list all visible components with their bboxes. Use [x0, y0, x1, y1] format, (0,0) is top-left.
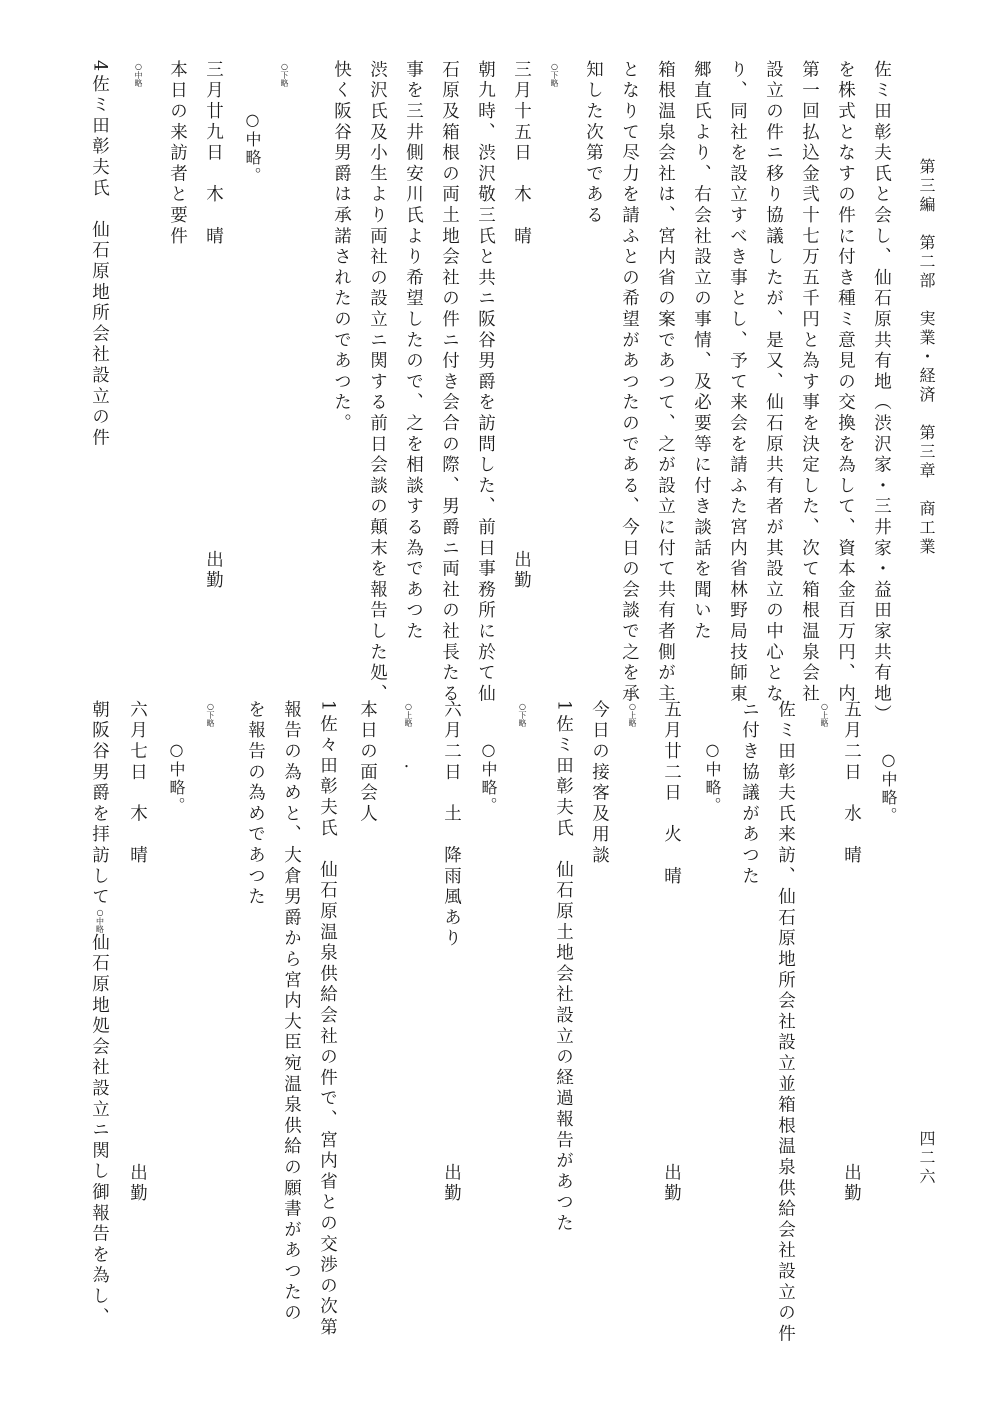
text-fragment: 朝阪谷男爵を拝訪して [89, 700, 110, 908]
text-line: 渋沢氏及小生より両社の設立ニ関する前日会談の顛末を報告した処、 [367, 60, 388, 705]
page-number: 四二六 [917, 1130, 936, 1187]
omission-mark: ○上略 [820, 702, 829, 727]
attendance-note: 出勤 [203, 550, 224, 592]
omission-mark: ○上略 [404, 702, 413, 727]
date-heading: 五月廿二日 火 晴 [661, 700, 682, 888]
omission-mark: ○中略。 [167, 740, 186, 815]
text-line: 佐ミ田彰夫氏来訪、仙石原地所会社設立並箱根温泉供給会社設立の件 [775, 700, 796, 1345]
omission-mark: ○下略 [280, 62, 289, 87]
text-line: 箱根温泉会社は、宮内省の案であつて、之が設立に付て共有者側が主 [655, 60, 676, 705]
omission-mark: ○中略 [134, 62, 143, 87]
text-line: り、同社を設立すべき事とし、予て来会を請ふた宮内省林野局技師東 [727, 60, 748, 705]
attendance-note: 出勤 [661, 1163, 682, 1205]
text-line: 本日の来訪者と要件 [167, 60, 188, 248]
omission-mark: ○下略 [206, 702, 215, 727]
text-line: 設立の件ニ移り協議したが、是又、仙石原共有者が其設立の中心とな [763, 60, 784, 705]
omission-mark: ○下略 [518, 702, 527, 727]
running-head: 第三編 第二部 実業・経済 第三章 商工業 [917, 158, 936, 557]
text-line: 第一回払込金弐十七万五千円と為す事を決定した、次て箱根温泉会社 [799, 60, 820, 705]
attendance-note: 出勤 [127, 1163, 148, 1205]
omission-mark: ○中略。 [479, 740, 498, 815]
date-heading: 三月十五日 木 晴 [511, 60, 532, 248]
text-line: 郷直氏より、右会社設立の事情、及必要等に付き談話を聞いた [691, 60, 712, 643]
text-line: 1佐ミ田彰夫氏 仙石原土地会社設立の経過報告があつた [553, 700, 574, 1235]
text-line: 事を三井側安川氏より希望したので、之を相談する為であつた [403, 60, 424, 643]
attendance-note: 出勤 [511, 550, 532, 592]
omission-mark: ○下略 [550, 62, 559, 87]
text-line: 朝九時、渋沢敬三氏と共ニ阪谷男爵を訪問した、前日事務所に於て仙 [475, 60, 496, 705]
text-line: 快く阪谷男爵は承諾されたのであつた。 [331, 60, 352, 435]
date-heading: 六月二日 土 降雨風あり [441, 700, 462, 950]
attendance-note: 出勤 [841, 1163, 862, 1205]
omission-mark: ○中略 [95, 908, 105, 933]
attendance-note: 出勤 [441, 1163, 462, 1205]
text-line [90, 700, 108, 1328]
date-heading: 六月七日 木 晴 [127, 700, 148, 867]
text-line: 知した次第である [583, 60, 604, 227]
omission-mark: ○上略 [628, 702, 637, 727]
text-line: 報告の為めと、大倉男爵から宮内大臣宛温泉供給の願書があつたの [281, 700, 302, 1324]
omission-mark: ○中略。 [243, 110, 262, 185]
text-line: となりて尽力を請ふとの希望があつたのである、今日の会談で之を承 [619, 60, 640, 705]
text-line: 1佐々田彰夫氏 仙石原温泉供給会社の件で、宮内省との交渉の次第 [317, 700, 338, 1339]
date-heading: 三月廿九日 木 晴 [203, 60, 224, 248]
dot-mark: ・ [399, 760, 413, 772]
omission-mark: ○中略。 [879, 750, 898, 825]
text-line: 佐ミ田彰夫氏と会し、仙石原共有地（渋沢家・三井家・益田家共有地） [871, 60, 892, 726]
text-line: を報告の為めであつた [245, 700, 266, 908]
text-line: ニ付き協議があつた [739, 700, 760, 888]
text-line: 本日の面会人 [357, 700, 378, 825]
text-fragment: 仙石原地処会社設立ニ関し御報告を為し、 [89, 933, 110, 1329]
text-line: 石原及箱根の両土地会社の件ニ付き会合の際、男爵ニ両社の社長たる [439, 60, 460, 705]
text-line: 今日の接客及用談 [589, 700, 610, 867]
text-line: 4佐ミ田彰夫氏 仙石原地所会社設立の件 [89, 60, 110, 449]
text-line: を株式となすの件に付き種ミ意見の交換を為して、資本金百万円、内 [835, 60, 856, 705]
date-heading: 五月二日 水 晴 [841, 700, 862, 867]
omission-mark: ○中略。 [703, 740, 722, 815]
